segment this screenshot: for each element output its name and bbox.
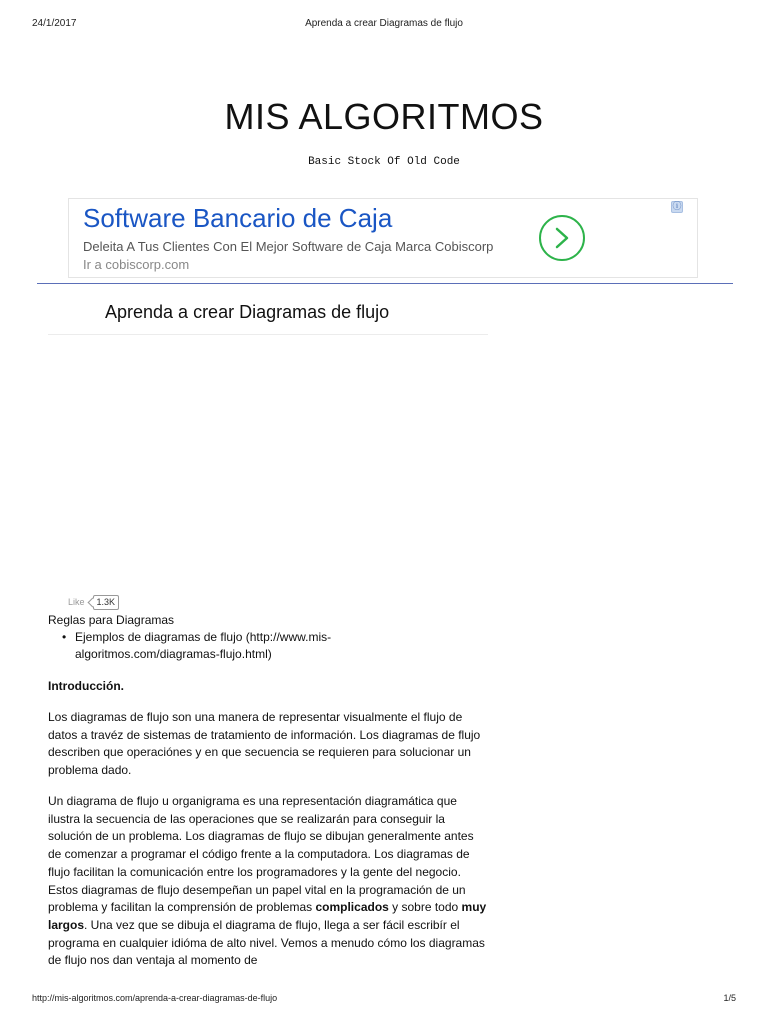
ad-banner[interactable]	[68, 198, 698, 278]
page-number: 1/5	[723, 993, 736, 1003]
paragraph-text: Un diagrama de flujo u organigrama es una representación diagramática que ilustra la secuencia de las operaciones que se realizarán para conseguir la solución de un problema. Los diagramas de flujo se dibujan generalmente antes de comenzar a programar el código frente a la computadora. Los diagramas de flujo facilitan la comunicación entre los programadores y la gente del negocio. Estos diagramas de flujo desempeñan un papel vital en la programación de un problema y facilitan la comprensión de problemas	[48, 794, 474, 915]
ad-info-icon[interactable]: ⓘ	[672, 202, 682, 212]
chevron-right-icon[interactable]	[539, 215, 585, 261]
bold-text: muy largos	[48, 900, 487, 932]
rules-heading: Reglas para Diagramas	[48, 613, 175, 627]
ad-description: Deleita A Tus Clientes Con El Mejor Software de Caja Marca Cobiscorp	[83, 239, 494, 254]
ad-url[interactable]: Ir a cobiscorp.com	[83, 257, 190, 272]
list-item[interactable]: • Ejemplos de diagramas de flujo (http://www.mis-algoritmos.com/diagramas-flujo.html)	[62, 629, 362, 663]
header-divider	[37, 283, 733, 284]
print-header-title: Aprenda a crear Diagramas de flujo	[305, 18, 463, 29]
rules-list	[62, 629, 362, 663]
bold-text: complicados	[315, 900, 389, 915]
like-widget[interactable]	[68, 594, 119, 610]
print-footer-url: http://mis-algoritmos.com/aprenda-a-crear-diagramas-de-flujo	[32, 993, 278, 1003]
like-count: 1.3K	[93, 595, 120, 610]
paragraph-text: y sobre todo	[388, 900, 462, 915]
intro-heading: Introducción.	[48, 679, 124, 693]
intro-paragraph: Los diagramas de flujo son una manera de representar visualmente el flujo de datos a travéz de sistemas de tratamiento de información. Los diagramas de flujo describen que operaciónes y en que secuencia se requieren para solucionar un problema dado.	[48, 710, 481, 778]
print-date: 24/1/2017	[32, 18, 77, 29]
definition-paragraph	[48, 793, 488, 970]
title-divider	[48, 334, 488, 335]
like-button[interactable]: Like	[68, 597, 85, 607]
site-subtitle: Basic Stock Of Old Code	[308, 156, 460, 168]
site-title[interactable]: MIS ALGORITMOS	[224, 96, 544, 137]
post-title: Aprenda a crear Diagramas de flujo	[105, 302, 390, 322]
paragraph-text: . Una vez que se dibuja el diagrama de flujo, llega a ser fácil escribír el programa en cualquier idióma de alto nivel. Vemos a menudo cómo los diagramas de flujo nos dan ventaja al momento de	[48, 917, 485, 968]
ad-headline[interactable]: Software Bancario de Caja	[83, 203, 393, 233]
